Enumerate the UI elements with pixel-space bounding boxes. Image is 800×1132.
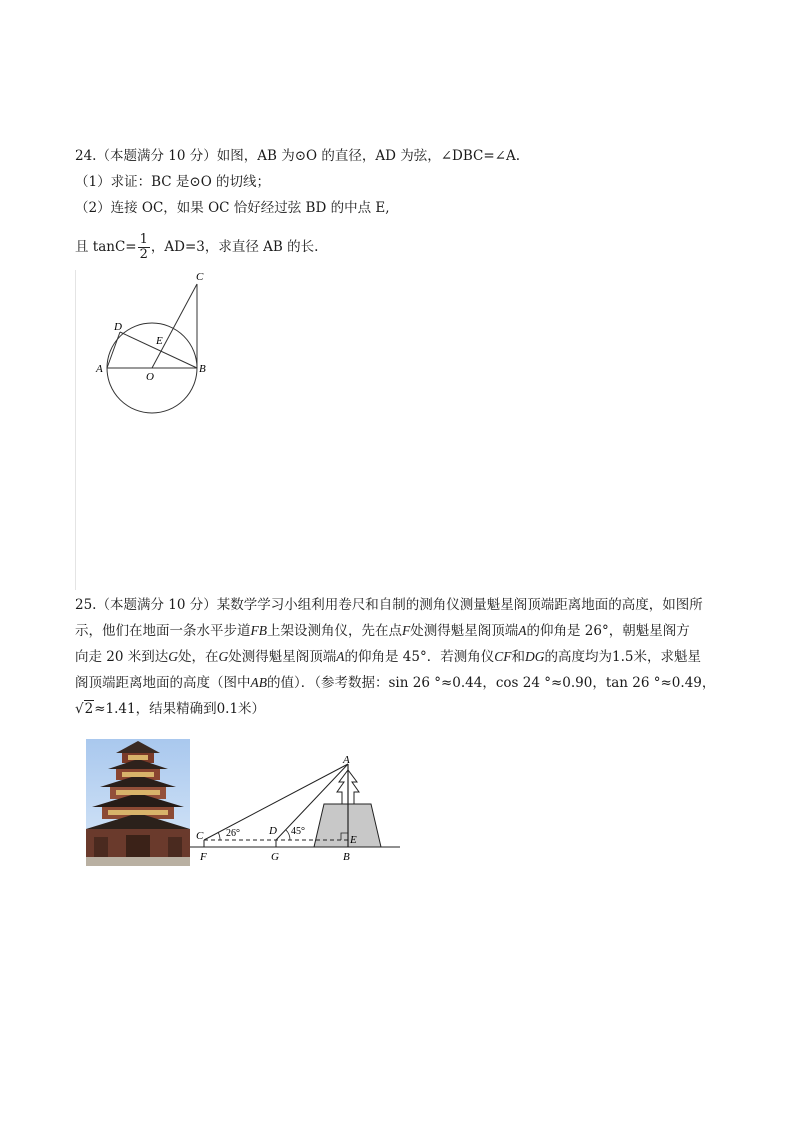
label-b: B: [343, 851, 350, 863]
line-oc: [152, 284, 197, 368]
q25-text: 和: [511, 649, 526, 665]
q24-part3: [75, 233, 318, 262]
label-a: A: [343, 754, 350, 766]
q24-part3-prefix: 且 tanC=: [75, 239, 137, 255]
sqrt-two: √2: [75, 701, 94, 717]
label-d: D: [114, 321, 122, 333]
var-ab: AB: [250, 675, 267, 690]
angle-arc-c: [218, 832, 220, 840]
q25-text: 上架设测角仪，先在点: [267, 623, 402, 639]
label-e: E: [156, 335, 163, 347]
q24-part2: （2）连接 OC，如果 OC 恰好经过弦 BD 的中点 E,: [75, 200, 390, 216]
q24-part1: （1）求证：BC 是⊙O 的切线；: [75, 174, 271, 190]
fraction-denominator: 2: [139, 247, 148, 262]
label-f: F: [200, 851, 207, 863]
var-cf: CF: [494, 649, 512, 664]
var-dg: DG: [525, 649, 545, 664]
var-a: A: [336, 649, 345, 664]
q24-stem: 24.（本题满分 10 分）如图，AB 为⊙O 的直径，AD 为弦，∠DBC=∠A.: [75, 148, 521, 164]
q25-text: 向走 20 米到达: [75, 649, 169, 665]
var-f: F: [402, 623, 411, 638]
label-c: C: [196, 271, 204, 283]
q25-text: 的仰角是 45°．若测角仪: [344, 649, 495, 665]
angle-arc-d: [286, 830, 290, 840]
q25-text: 的高度均为1.5米，求魁星: [544, 649, 701, 665]
faint-margin-line: [75, 270, 76, 590]
q25-text: 的值）．（参考数据：sin 26 °≈0.44，cos 24 °≈0.90，tan 26 °≈0.49，: [267, 675, 716, 691]
q25-line4: [75, 674, 715, 692]
q25-text: 处，在: [178, 649, 219, 665]
label-d: D: [269, 825, 277, 837]
var-fb: FB: [250, 623, 267, 638]
chord-ad: [107, 332, 120, 368]
var-g: G: [168, 649, 179, 664]
label-o: O: [146, 371, 154, 383]
label-a: A: [96, 363, 103, 375]
q25-line2: [75, 622, 690, 640]
label-g: G: [271, 851, 279, 863]
tan-fraction: [138, 233, 150, 262]
label-e: E: [350, 834, 357, 846]
q25-text: ≈1.41，结果精确到0.1米）: [94, 701, 266, 717]
q25-elevation-figure: [190, 752, 405, 867]
q25-line3: [75, 648, 701, 666]
q25-text: 的仰角是 26°，朝魁星阁方: [526, 623, 690, 639]
angle-label-26: 26°: [226, 828, 240, 839]
q25-text: 示，他们在地面一条水平步道: [75, 623, 251, 639]
q24-part3-suffix: ，AD=3，求直径 AB 的长.: [150, 239, 319, 255]
fraction-numerator: 1: [139, 232, 148, 247]
angle-label-45: 45°: [291, 826, 305, 837]
q25-line1: 25.（本题满分 10 分）某数学学习小组利用卷尺和自制的测角仪测量魁星阁顶端距离地面的高度，如图所: [75, 597, 703, 613]
label-b: B: [199, 363, 206, 375]
var-g: G: [218, 649, 229, 664]
var-a: A: [518, 623, 527, 638]
q25-text: 处测得魁星阁顶端: [410, 623, 519, 639]
sqrt-radicand: 2: [84, 701, 94, 717]
q25-line5: [75, 700, 265, 718]
pavilion-photo: [86, 739, 190, 866]
q25-text: 阁顶端距离地面的高度（图中: [75, 675, 251, 691]
q24-circle-figure: [90, 266, 220, 416]
q25-text: 处测得魁星阁顶端: [228, 649, 337, 665]
label-c: C: [196, 830, 204, 842]
